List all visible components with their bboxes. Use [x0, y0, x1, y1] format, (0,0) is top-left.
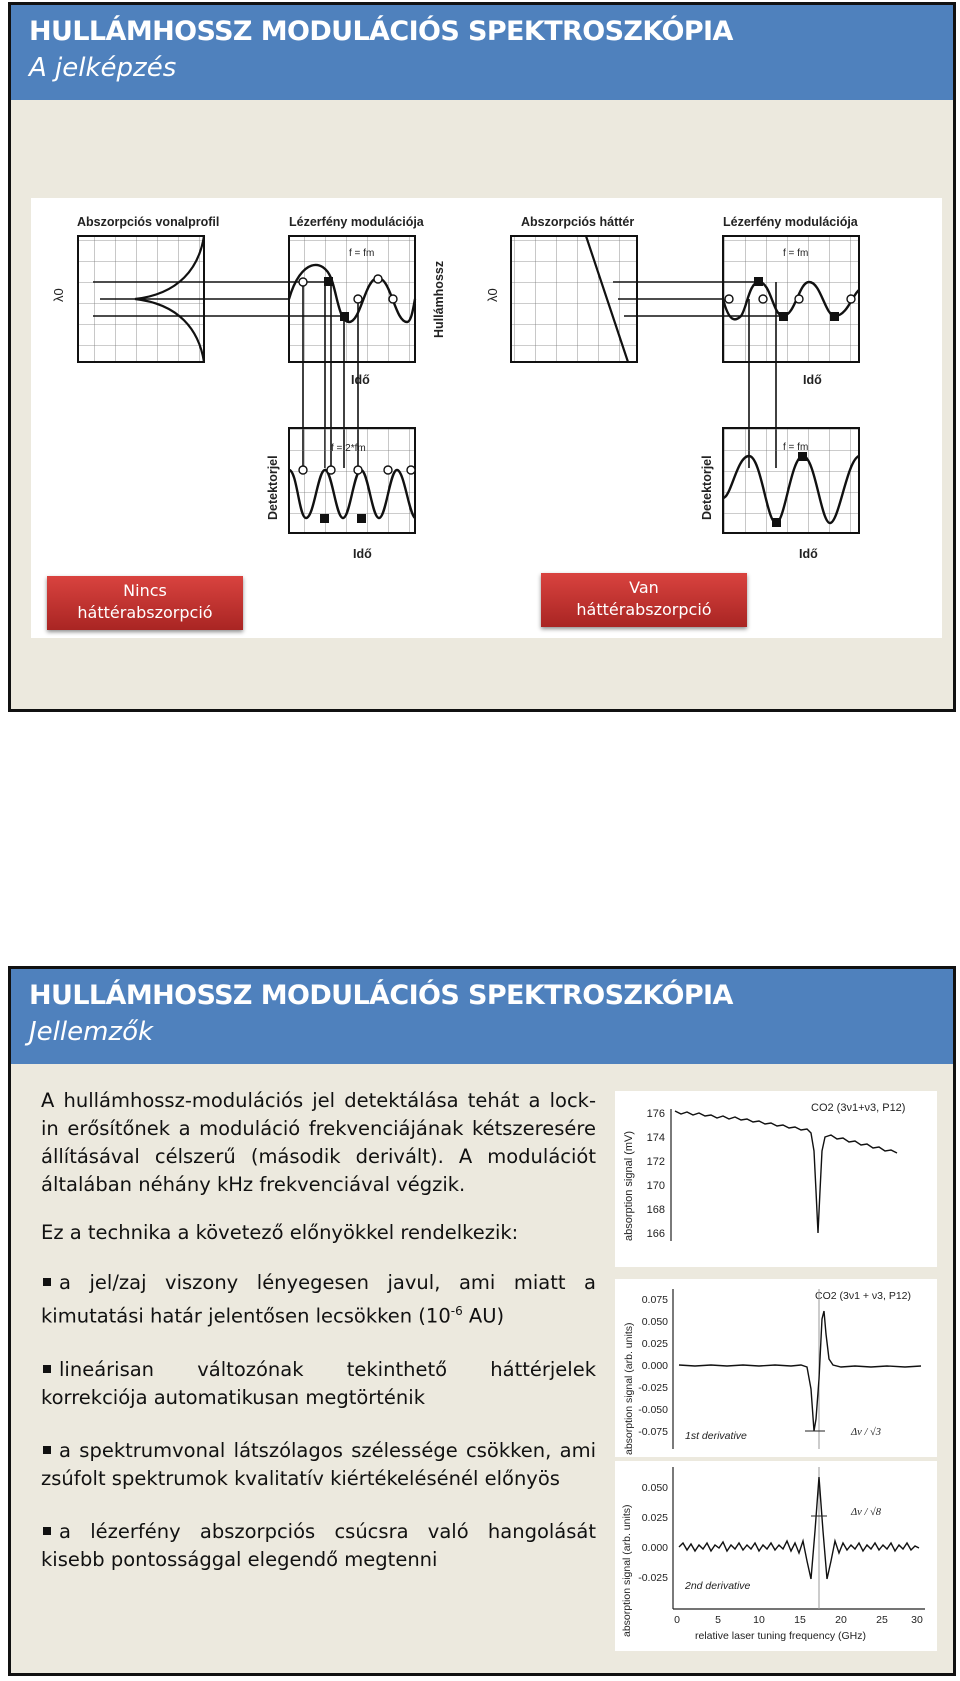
mid-ytick: -0.050 [638, 1404, 668, 1416]
mid-spectrum-line [679, 1311, 921, 1431]
bot-xtick: 10 [753, 1614, 765, 1626]
mid-width-label: Δν / √3 [851, 1427, 882, 1438]
advantage-item [41, 1437, 596, 1493]
first-derivative-label: 1st derivative [685, 1430, 747, 1442]
slide-header [11, 969, 953, 1064]
background-badge [541, 573, 747, 627]
top-spectrum-line [675, 1111, 897, 1233]
top-annotation: CO2 (3ν1+ν3, P12) [811, 1102, 906, 1114]
background-badge-line2: háttérabszorpció [576, 600, 712, 619]
top-ytick: 168 [646, 1204, 665, 1216]
slide-characteristics [8, 966, 956, 1676]
slide-subtitle: Jellemzők [29, 1017, 154, 1047]
bullet-icon [43, 1446, 51, 1454]
mid-ytick: 0.075 [641, 1294, 668, 1306]
no-background-badge-line2: háttérabszorpció [77, 603, 213, 622]
bullet-icon [43, 1527, 51, 1535]
direct-absorption-chart [615, 1091, 937, 1267]
exponent: -6 [450, 1304, 463, 1318]
top-ytick: 172 [646, 1156, 665, 1168]
left-freq-top: f = fm [349, 248, 375, 259]
top-ytick: 174 [646, 1132, 665, 1144]
bot-xtick: 15 [794, 1614, 806, 1626]
right-lambda-label: λ0 [485, 288, 500, 302]
left-absorption-title: Abszorpciós vonalprofil [77, 215, 220, 229]
right-time-label: Idő [803, 373, 822, 387]
slide-title: HULLÁMHOSSZ MODULÁCIÓS SPEKTROSZKÓPIA [29, 16, 733, 47]
background-badge-line1: Van [629, 578, 659, 597]
mid-ytick: 0.000 [641, 1360, 668, 1372]
modulation-diagram [31, 198, 942, 638]
text-column [41, 1087, 596, 1574]
first-derivative-chart [615, 1279, 937, 1457]
left-time-label: Idő [351, 373, 370, 387]
bot-xtick: 20 [835, 1614, 847, 1626]
intro-paragraph: A hullámhossz-modulációs jel detektálása tehát a lock-in erősítőnek a moduláció frekvenciájának kétszeresére állításával célszerű (második derivált). A modulációt általában néhány kHz frekvenciával végzik. [41, 1089, 596, 1196]
top-ytick: 176 [646, 1108, 665, 1120]
bot-xtick: 30 [911, 1614, 923, 1626]
bot-ylabel: absorption signal (arb. units) [621, 1504, 633, 1637]
second-derivative-label: 2nd derivative [685, 1580, 751, 1592]
right-detector-label: Detektorjel [700, 455, 714, 520]
bot-width-label: Δν / √8 [851, 1507, 882, 1518]
advantage-item [41, 1269, 596, 1331]
advantage-item [41, 1356, 596, 1412]
no-background-badge [47, 576, 243, 630]
bot-xtick: 5 [715, 1614, 721, 1626]
left-diagram [51, 215, 446, 561]
left-freq-bottom: f = 2*fm [331, 443, 366, 454]
bot-xtick: 25 [876, 1614, 888, 1626]
right-diagram [485, 215, 859, 561]
bot-ytick: -0.025 [638, 1572, 668, 1584]
mid-annotation: CO2 (3ν1 + ν3, P12) [815, 1290, 912, 1302]
left-modulation-title: Lézerfény modulációja [289, 215, 424, 229]
mid-ytick: 0.025 [641, 1338, 668, 1350]
bot-xtick: 0 [674, 1614, 680, 1626]
right-freq-bottom: f = fm [783, 442, 809, 453]
wavelength-label: Hullámhossz [432, 260, 446, 338]
left-lambda-label: λ0 [51, 288, 66, 302]
advantage-text: a lézerfény abszorpciós csúcsra való hangolását kisebb pontossággal elegendő megtenni [41, 1519, 596, 1571]
right-modulation-title: Lézerfény modulációja [723, 215, 858, 229]
slide-title: HULLÁMHOSSZ MODULÁCIÓS SPEKTROSZKÓPIA [29, 980, 733, 1011]
slide-signal-generation [8, 2, 956, 712]
advantage-item [41, 1518, 596, 1574]
mid-ytick: -0.025 [638, 1382, 668, 1394]
bot-spectrum-line [679, 1477, 919, 1579]
mid-ylabel: absorption signal (arb. units) [623, 1322, 635, 1455]
advantage-text: a jel/zaj viszony lényegesen javul, ami miatt a kimutatási határ jelentősen lecsökken (10 [41, 1271, 596, 1328]
advantage-text: lineárisan változónak tekinthető háttérjelek korrekciója automatikusan megtörténik [41, 1357, 596, 1409]
mid-ytick: -0.075 [638, 1426, 668, 1438]
second-derivative-chart [615, 1461, 937, 1651]
bot-ytick: 0.025 [641, 1512, 668, 1524]
right-absorption-title: Abszorpciós háttér [521, 215, 635, 229]
bot-ytick: 0.050 [641, 1482, 668, 1494]
slide-subtitle: A jelképzés [29, 53, 177, 83]
top-ylabel: absorption signal (mV) [623, 1130, 635, 1241]
bot-ytick: 0.000 [641, 1542, 668, 1554]
top-ytick: 170 [646, 1180, 665, 1192]
left-time-label-2: Idő [353, 547, 372, 561]
right-time-label-2: Idő [799, 547, 818, 561]
modulation-figure [31, 198, 942, 638]
mid-ytick: 0.050 [641, 1316, 668, 1328]
bullet-icon [43, 1365, 51, 1373]
advantage-text: a spektrumvonal látszólagos szélessége csökken, ami zsúfolt spektrumok kvalitatív kiértékelésénél előnyös [41, 1438, 596, 1490]
left-detector-label: Detektorjel [266, 455, 280, 520]
advantage-text-end: AU) [462, 1304, 505, 1328]
right-freq-top: f = fm [783, 248, 809, 259]
slide-header [11, 5, 953, 100]
top-ytick: 166 [646, 1228, 665, 1240]
advantages-intro: Ez a technika a követező előnyökkel rendelkezik: [41, 1221, 519, 1244]
bullet-icon [43, 1278, 51, 1286]
no-background-badge-line1: Nincs [123, 581, 167, 600]
bot-xlabel: relative laser tuning frequency (GHz) [695, 1630, 866, 1642]
